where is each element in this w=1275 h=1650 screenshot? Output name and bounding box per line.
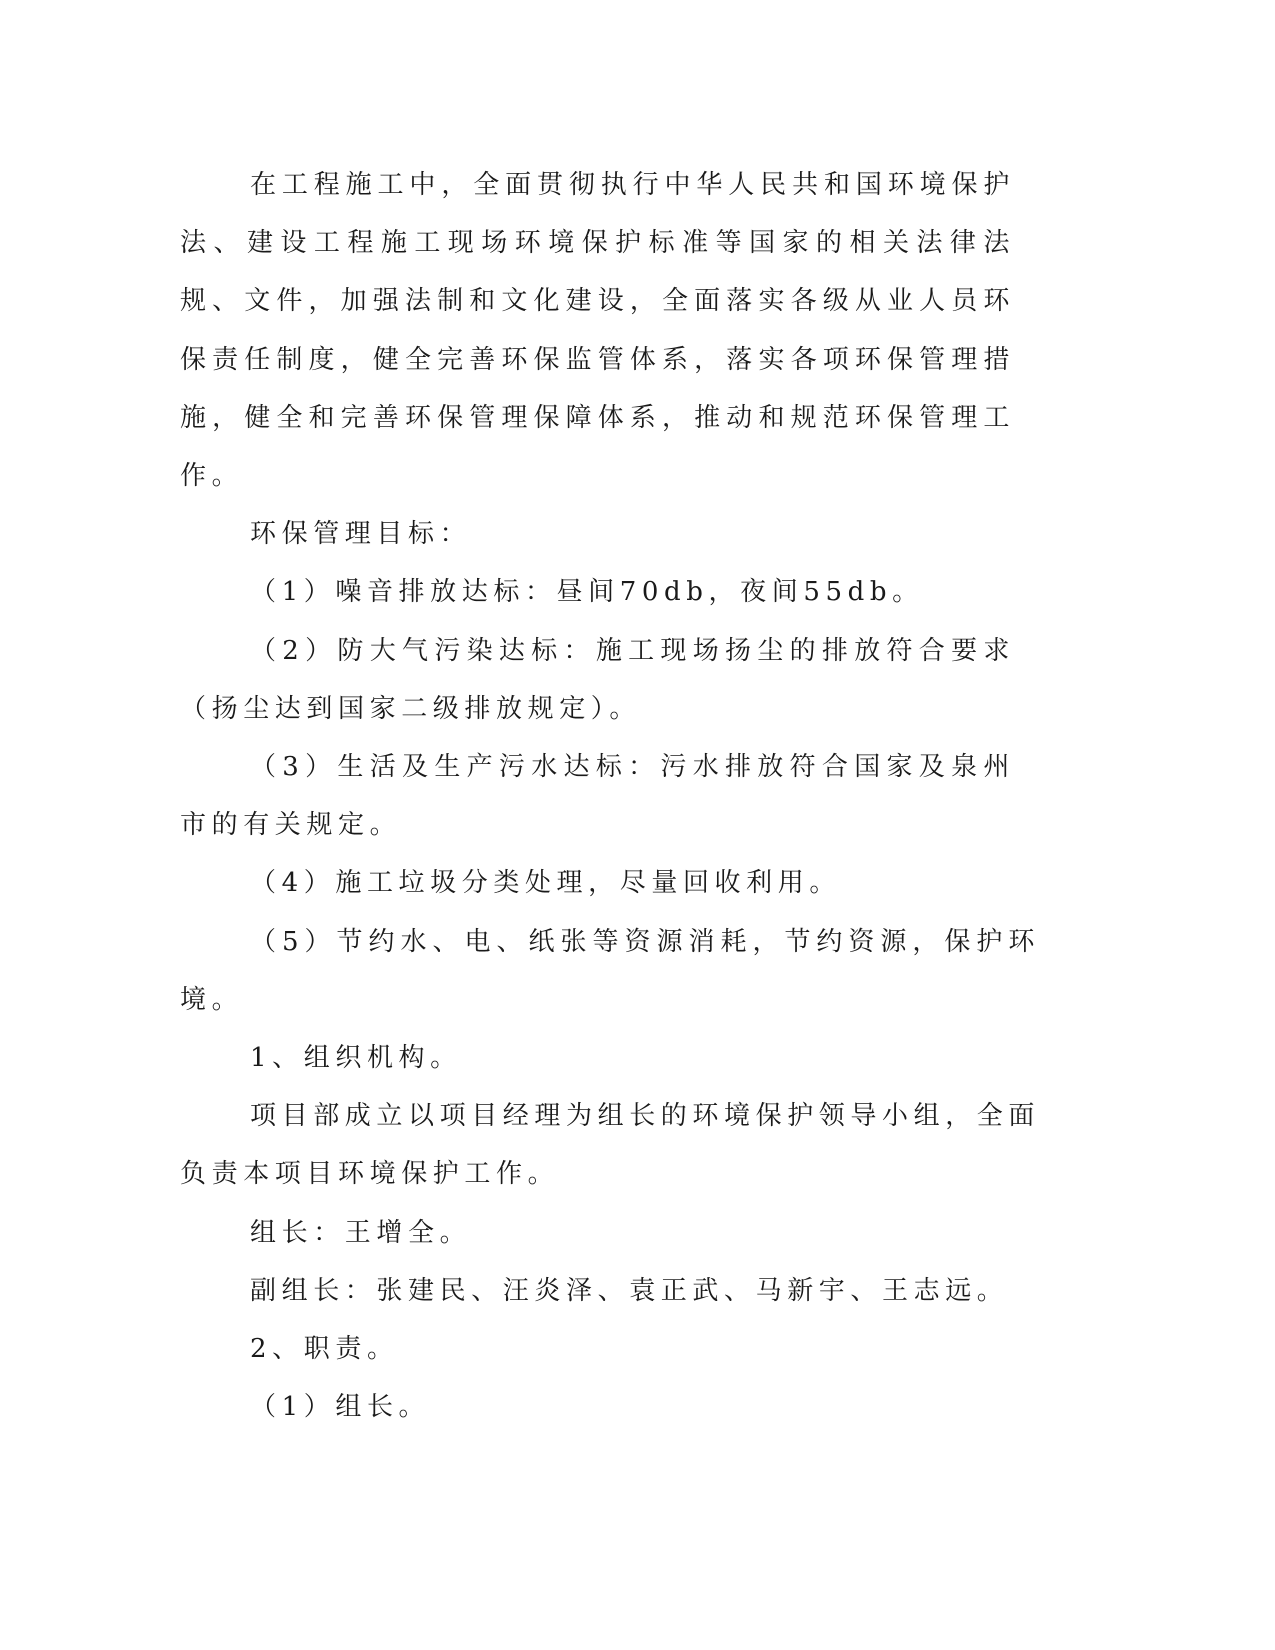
organization-paragraph: 项目部成立以项目经理为组长的环境保护领导小组，全面负责本项目环境保护工作。 [180, 1101, 1041, 1190]
document-body [180, 156, 1040, 1436]
goal-air-pollution: （2）防大气污染达标：施工现场扬尘的排放符合要求（扬尘达到国家二级排放规定）。 [180, 635, 1015, 724]
management-goals-heading: 环保管理目标： [250, 519, 472, 550]
goal-wastewater: （3）生活及生产污水达标：污水排放符合国家及泉州市的有关规定。 [180, 752, 1015, 841]
intro-paragraph: 在工程施工中，全面贯彻执行中华人民共和国环境保护法、建设工程施工现场环境保护标准等国家的相关法律法规、文件，加强法制和文化建设，全面落实各级从业人员环保责任制度，健全完善环保监管体系，落实各项环保管理措施，健全和完善环保管理保障体系，推动和规范环保管理工作。 [180, 170, 1015, 492]
duty-group-leader: （1）组长。 [250, 1392, 431, 1423]
deputy-group-leaders: 副组长：张建民、汪炎泽、袁正武、马新宇、王志远。 [250, 1275, 1009, 1306]
group-leader: 组长：王增全。 [250, 1217, 472, 1248]
section-organization-heading: 1、组织机构。 [250, 1043, 462, 1074]
goal-resource-saving: （5）节约水、电、纸张等资源消耗，节约资源，保护环境。 [180, 926, 1040, 1015]
section-duties-heading: 2、职责。 [250, 1334, 399, 1365]
goal-construction-waste: （4）施工垃圾分类处理，尽量回收利用。 [250, 868, 841, 899]
goal-noise: （1）噪音排放达标：昼间70db，夜间55db。 [250, 577, 924, 608]
